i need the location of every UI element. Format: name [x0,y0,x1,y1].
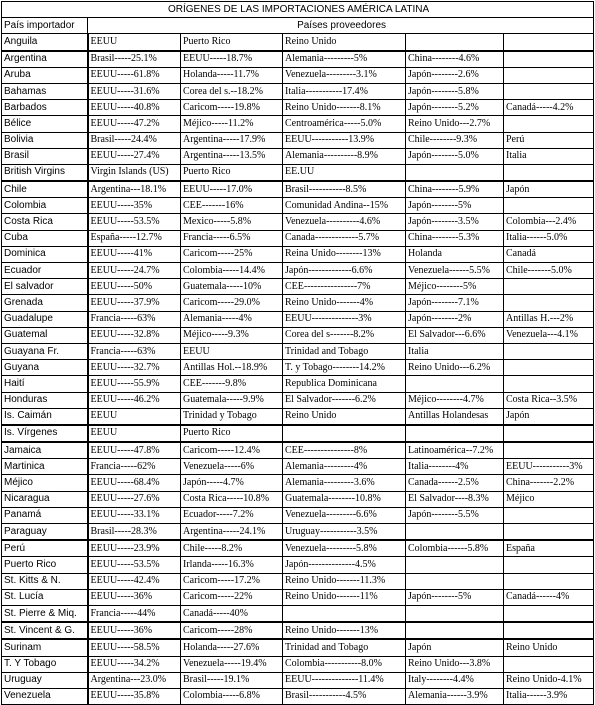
supplier-cell: CEE----------------7% [283,279,406,295]
supplier-cell: Brasil-----------4.5% [283,688,406,704]
supplier-cell: Venezuela----------4.6% [283,214,406,230]
table-row [2,67,594,83]
table-row [2,573,594,589]
supplier-cell [406,573,504,589]
supplier-cell: Centroamérica-----5.0% [283,116,406,132]
supplier-cell: Caricom-----12.4% [181,442,283,459]
table-row [2,263,594,279]
supplier-cell: El Salvador---6.6% [406,327,504,343]
importer-country-cell: Uruguay [2,672,88,688]
importer-country-cell: Paraguay [2,524,88,541]
supplier-cell: Argentina-----17.9% [181,132,283,148]
supplier-cell: EEUU [88,425,181,442]
supplier-cell: Caricom-----19.8% [181,100,283,116]
supplier-cell: El Salvador----8.3% [406,491,504,507]
supplier-cell: China--------4.6% [406,51,504,68]
importer-country-cell: Bélice [2,116,88,132]
supplier-cell: EEUU-----------13.9% [283,132,406,148]
importer-country-cell: Anguila [2,34,88,51]
table-row [2,425,594,442]
supplier-cell: Italia [406,343,504,359]
supplier-cell: EEUU-----23.9% [88,540,181,557]
table-row [2,311,594,327]
supplier-cell: China--------5.9% [406,181,504,198]
supplier-cell: EEUU-----41% [88,246,181,262]
table-row [2,148,594,164]
supplier-cell: Reino Unido---3.8% [406,656,504,672]
supplier-cell: Méjico-----11.2% [181,116,283,132]
supplier-cell [504,524,594,541]
supplier-cell: EEUU [88,408,181,425]
supplier-cell [504,343,594,359]
supplier-cell: Caricom-----28% [181,622,283,639]
importer-country-cell: Is. Caimán [2,408,88,425]
supplier-cell: Colombia-----14.4% [181,263,283,279]
table-row [2,132,594,148]
supplier-cell [283,605,406,622]
supplier-cell: China-------2.2% [504,475,594,491]
supplier-cell: Ecuador-----7.2% [181,507,283,523]
supplier-cell: Alemania------3.9% [406,688,504,704]
importer-country-cell: Bolivia [2,132,88,148]
supplier-cell: EEUU-----27.6% [88,491,181,507]
supplier-cell: Alemania-----4% [181,311,283,327]
supplier-cell [504,507,594,523]
supplier-cell [406,164,504,181]
importer-country-cell: Costa Rica [2,214,88,230]
supplier-cell: Italia------3.9% [504,688,594,704]
table-title: ORÍGENES DE LAS IMPORTACIONES AMÉRICA LATINA [2,2,594,18]
supplier-cell: Francia-----44% [88,605,181,622]
supplier-cell: Costa Rica-----10.8% [181,491,283,507]
supplier-cell: EEUU-----34.2% [88,656,181,672]
supplier-cell [406,557,504,573]
supplier-cell: EEUU-----58.5% [88,639,181,656]
supplier-cell: Virgin Islands (US) [88,164,181,181]
table-row [2,360,594,376]
importer-country-cell: Surinam [2,639,88,656]
supplier-cell [504,116,594,132]
table-row [2,408,594,425]
supplier-cell: EEUU-----53.5% [88,214,181,230]
supplier-cell: EEUU-----55.9% [88,376,181,392]
importer-country-cell: Guayana Fr. [2,343,88,359]
supplier-cell: Venezuela---------6.6% [283,507,406,523]
supplier-cell: Holanda-----11.7% [181,67,283,83]
supplier-cell: Reino Unido-------4% [283,295,406,311]
supplier-cell [504,83,594,99]
supplier-cell: Méjico--------5% [406,279,504,295]
supplier-cell: Trinidad and Tobago [283,343,406,359]
supplier-cell [504,622,594,639]
supplier-cell: Japón-----4.7% [181,475,283,491]
supplier-cell [504,442,594,459]
importer-country-cell: Haití [2,376,88,392]
supplier-cell: Brasil-----25.1% [88,51,181,68]
supplier-cell: Latinoamérica--7.2% [406,442,504,459]
table-row [2,198,594,214]
supplier-cell: Japón [406,639,504,656]
supplier-cell [504,34,594,51]
supplier-cell: Venezuela-----6% [181,459,283,475]
supplier-cell: Guatemala-----10% [181,279,283,295]
header-row [2,18,594,34]
supplier-cell: EEUU-----36% [88,589,181,605]
supplier-cell: Japón [504,408,594,425]
supplier-cell [406,376,504,392]
table-row [2,605,594,622]
table-row [2,392,594,408]
supplier-cell [504,51,594,68]
supplier-cell: Reina Unido--------13% [283,246,406,262]
supplier-cell: Japón--------7.1% [406,295,504,311]
supplier-cell: Colombia-----------8.0% [283,656,406,672]
supplier-cell: EEUU-----27.4% [88,148,181,164]
supplier-cell: Japón--------5.0% [406,148,504,164]
importer-country-cell: Ecuador [2,263,88,279]
table-row [2,100,594,116]
importer-country-cell: Honduras [2,392,88,408]
supplier-cell: Canada------2.5% [406,475,504,491]
supplier-cell: España-----12.7% [88,230,181,246]
supplier-cell: Brasil-----24.4% [88,132,181,148]
header-importer: País importador [2,18,88,34]
supplier-cell: EEUU-----35% [88,198,181,214]
table-row [2,376,594,392]
supplier-cell: Chile-----8.2% [181,540,283,557]
table-row [2,327,594,343]
supplier-cell: Italy--------4.4% [406,672,504,688]
supplier-cell: Italia-----------17.4% [283,83,406,99]
table-row [2,34,594,51]
supplier-cell [504,360,594,376]
importer-country-cell: St. Pierre & Miq. [2,605,88,622]
supplier-cell: Venezuela---------3.1% [283,67,406,83]
supplier-cell: EEUU-----24.7% [88,263,181,279]
supplier-cell: Venezuela---------5.8% [283,540,406,557]
importer-country-cell: Guatemal [2,327,88,343]
importer-country-cell: Méjico [2,475,88,491]
supplier-cell: Venezuela------5.5% [406,263,504,279]
supplier-cell: EEUU-----17.0% [181,181,283,198]
supplier-cell [504,376,594,392]
supplier-cell: Guatemala--------10.8% [283,491,406,507]
supplier-cell: Francia-----62% [88,459,181,475]
supplier-cell [283,425,406,442]
supplier-cell: Colombia-----6.8% [181,688,283,704]
supplier-cell: Puerto Rico [181,34,283,51]
supplier-cell: Irlanda-----16.3% [181,557,283,573]
supplier-cell: Comunidad Andina--15% [283,198,406,214]
supplier-cell: Méjico--------4.7% [406,392,504,408]
supplier-cell: T. y Tobago--------14.2% [283,360,406,376]
supplier-cell: Republica Dominicana [283,376,406,392]
supplier-cell: Méjico-----9.3% [181,327,283,343]
table-row [2,524,594,541]
importer-country-cell: Argentina [2,51,88,68]
supplier-cell: CEE-------9.8% [181,376,283,392]
supplier-cell: EEUU--------------11.4% [283,672,406,688]
supplier-cell: Reino Unido-------11% [283,589,406,605]
importer-country-cell: Bahamas [2,83,88,99]
table-row [2,442,594,459]
supplier-cell: Reino Unido [283,34,406,51]
supplier-cell: Argentina-----24.1% [181,524,283,541]
supplier-cell: Alemania---------5% [283,51,406,68]
header-suppliers: Países proveedores [88,18,594,34]
supplier-cell [406,622,504,639]
supplier-cell: EEUU-----46.2% [88,392,181,408]
table-row [2,116,594,132]
supplier-cell: Brasil-----------8.5% [283,181,406,198]
supplier-cell: Trinidad y Tobago [181,408,283,425]
supplier-cell [504,605,594,622]
supplier-cell: Canadá-----40% [181,605,283,622]
table-row [2,622,594,639]
importer-country-cell: Brasil [2,148,88,164]
importer-country-cell: Grenada [2,295,88,311]
supplier-cell: Reino Unido-------11.3% [283,573,406,589]
table-row [2,295,594,311]
supplier-cell: EEUU [88,34,181,51]
supplier-cell [504,425,594,442]
supplier-cell: EEUU-----32.7% [88,360,181,376]
supplier-cell: EEUU-----------3% [504,459,594,475]
title-row [2,2,594,18]
table-row [2,589,594,605]
supplier-cell: Puerto Rico [181,425,283,442]
table-row [2,491,594,507]
importer-country-cell: T. Y Tobago [2,656,88,672]
supplier-cell: El Salvador-------6.2% [283,392,406,408]
importer-country-cell: Guyana [2,360,88,376]
supplier-cell: Italia--------4% [406,459,504,475]
supplier-cell: Reino Unido---2.7% [406,116,504,132]
supplier-cell: Alemania---------3.6% [283,475,406,491]
supplier-cell [406,524,504,541]
supplier-cell: Antillas Holandesas [406,408,504,425]
importer-country-cell: Is. Vírgenes [2,425,88,442]
supplier-cell: Antillas Hol.--18.9% [181,360,283,376]
supplier-cell: Reino Unido [283,408,406,425]
supplier-cell: EEUU [181,343,283,359]
supplier-cell [504,573,594,589]
supplier-cell [406,425,504,442]
supplier-cell: Corea del s.--18.2% [181,83,283,99]
importer-country-cell: Perú [2,540,88,557]
supplier-cell: EEUU-----40.8% [88,100,181,116]
supplier-cell: Colombia---2.4% [504,214,594,230]
supplier-cell: Japón--------3.5% [406,214,504,230]
supplier-cell: Japón--------5.8% [406,83,504,99]
supplier-cell: Chile-------5.0% [504,263,594,279]
supplier-cell: Francia-----63% [88,311,181,327]
supplier-cell: Argentina-----13.5% [181,148,283,164]
supplier-cell: Canadá [504,246,594,262]
imports-origins-table [1,1,594,705]
table-row [2,475,594,491]
supplier-cell: Holanda-----27.6% [181,639,283,656]
supplier-cell [504,295,594,311]
importer-country-cell: Martinica [2,459,88,475]
supplier-cell: EE.UU [283,164,406,181]
table-row [2,459,594,475]
supplier-cell: China--------5.3% [406,230,504,246]
supplier-cell: EEUU-----68.4% [88,475,181,491]
supplier-cell: EEUU-----33.1% [88,507,181,523]
importer-country-cell: Jamaica [2,442,88,459]
supplier-cell: Japón [504,181,594,198]
supplier-cell: Japón-------------6.6% [283,263,406,279]
importer-country-cell: Barbados [2,100,88,116]
supplier-cell: Uruguay-----------3.5% [283,524,406,541]
supplier-cell: Trinidad and Tobago [283,639,406,656]
supplier-cell: EEUU--------------3% [283,311,406,327]
supplier-cell: Venezuela---4.1% [504,327,594,343]
supplier-cell: Mexico-----5.8% [181,214,283,230]
supplier-cell: Brasil-----19.1% [181,672,283,688]
supplier-cell: Alemania----------8.9% [283,148,406,164]
supplier-cell: Japón--------2.6% [406,67,504,83]
supplier-cell [406,34,504,51]
supplier-cell: Argentina---18.1% [88,181,181,198]
supplier-cell: Puerto Rico [181,164,283,181]
supplier-cell: EEUU-----36% [88,622,181,639]
supplier-cell [504,557,594,573]
table-row [2,279,594,295]
supplier-cell: Japón--------5.5% [406,507,504,523]
supplier-cell: Guatemala-----9.9% [181,392,283,408]
supplier-cell: Caricom-----29.0% [181,295,283,311]
table-row [2,230,594,246]
importer-country-cell: Puerto Rico [2,557,88,573]
supplier-cell: Italia [504,148,594,164]
supplier-cell: Canadá------4% [504,589,594,605]
importer-country-cell: St. Kitts & N. [2,573,88,589]
supplier-cell: Reino Unido-4.1% [504,672,594,688]
table-row [2,51,594,68]
importer-country-cell: Colombia [2,198,88,214]
supplier-cell: EEUU-----18.7% [181,51,283,68]
supplier-cell: EEUU-----37.9% [88,295,181,311]
importer-country-cell: Aruba [2,67,88,83]
supplier-cell: Venezuela-----19.4% [181,656,283,672]
supplier-cell: Canada-------------5.7% [283,230,406,246]
importer-country-cell: St. Lucía [2,589,88,605]
supplier-cell: EEUU-----47.8% [88,442,181,459]
supplier-cell: Reino Unido---6.2% [406,360,504,376]
supplier-cell: Francia-----6.5% [181,230,283,246]
supplier-cell: EEUU-----61.8% [88,67,181,83]
supplier-cell [504,198,594,214]
supplier-cell: EEUU-----53.5% [88,557,181,573]
importer-country-cell: Chile [2,181,88,198]
supplier-cell: Alemania---------4% [283,459,406,475]
supplier-cell [504,67,594,83]
supplier-cell: Argentina---23.0% [88,672,181,688]
supplier-cell: Japón--------5% [406,589,504,605]
table-row [2,246,594,262]
importer-country-cell: Cuba [2,230,88,246]
table-row [2,672,594,688]
table-row [2,639,594,656]
supplier-cell: España [504,540,594,557]
importer-country-cell: British Virgins [2,164,88,181]
supplier-cell: Canadá-----4.2% [504,100,594,116]
supplier-cell: Japón--------5% [406,198,504,214]
supplier-cell: EEUU-----32.8% [88,327,181,343]
supplier-cell: Reino Unido-------8.1% [283,100,406,116]
supplier-cell: Colombia------5.8% [406,540,504,557]
supplier-cell: Caricom-----17.2% [181,573,283,589]
supplier-cell: Japón--------2% [406,311,504,327]
supplier-cell: Reino Unido [504,639,594,656]
importer-country-cell: El salvador [2,279,88,295]
importer-country-cell: Dominica [2,246,88,262]
supplier-cell: Brasil-----28.3% [88,524,181,541]
supplier-cell: Perú [504,132,594,148]
table-row [2,181,594,198]
supplier-cell: Caricom-----25% [181,246,283,262]
table-row [2,540,594,557]
supplier-cell: Antillas H.---2% [504,311,594,327]
supplier-cell: Japón--------5.2% [406,100,504,116]
supplier-cell: Costa Rica--3.5% [504,392,594,408]
table-row [2,688,594,704]
supplier-cell: Chile--------9.3% [406,132,504,148]
importer-country-cell: Guadalupe [2,311,88,327]
table-row [2,557,594,573]
table-row [2,214,594,230]
importer-country-cell: Venezuela [2,688,88,704]
supplier-cell: Méjico [504,491,594,507]
table-row [2,507,594,523]
supplier-cell: Italia------5.0% [504,230,594,246]
table-row [2,164,594,181]
table-row [2,656,594,672]
importer-country-cell: Panamá [2,507,88,523]
supplier-cell [504,164,594,181]
supplier-cell: EEUU-----35.8% [88,688,181,704]
supplier-cell: Caricom-----22% [181,589,283,605]
importer-country-cell: St. Vincent & G. [2,622,88,639]
supplier-cell: CEE---------------8% [283,442,406,459]
supplier-cell: EEUU-----50% [88,279,181,295]
supplier-cell: EEUU-----42.4% [88,573,181,589]
table-body [2,2,594,705]
supplier-cell [406,605,504,622]
table-row [2,83,594,99]
supplier-cell: EEUU-----47.2% [88,116,181,132]
supplier-cell: Reino Unido-------13% [283,622,406,639]
supplier-cell: CEE-------16% [181,198,283,214]
supplier-cell: EEUU-----31.6% [88,83,181,99]
supplier-cell: Francia-----63% [88,343,181,359]
importer-country-cell: Nicaragua [2,491,88,507]
supplier-cell [504,656,594,672]
table-row [2,343,594,359]
supplier-cell: Holanda [406,246,504,262]
supplier-cell [504,279,594,295]
supplier-cell: Japón--------------4.5% [283,557,406,573]
supplier-cell: Corea del s-------8.2% [283,327,406,343]
